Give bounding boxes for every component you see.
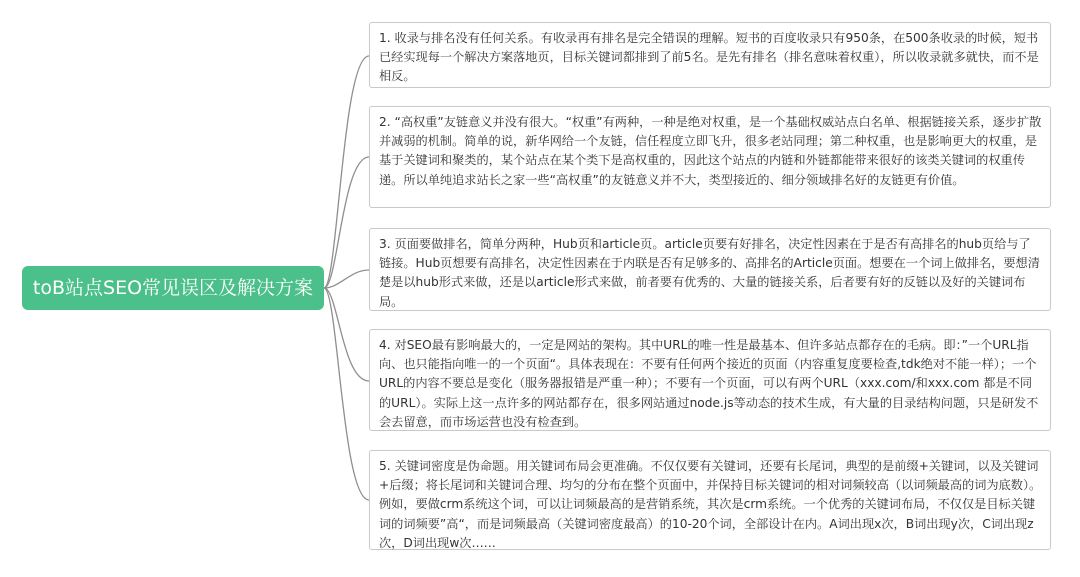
central-topic[interactable]: toB站点SEO常见误区及解决方案 <box>22 266 324 310</box>
branch-node-2[interactable]: 2. “高权重”友链意义并没有很大。“权重”有两种，一种是绝对权重，是一个基础权威站点白名单、根据链接关系，逐步扩散并减弱的机制。简单的说，新华网给一个友链，信任程度立即飞升，很多老站同理；第二种权重，也是影响更大的权重，是基于关键词和聚类的，某个站点在某个类下是高权重的，因此这个站点的内链和外链都能带来很好的该类关键词的权重传递。所以单纯追求站长之家一些“高权重”的友链意义并不大，类型接近的、细分领域排名好的友链更有价值。 <box>369 106 1051 208</box>
connector-1 <box>324 56 369 288</box>
connector-5 <box>324 288 369 500</box>
branch-node-5[interactable]: 5. 关键词密度是伪命题。用关键词布局会更准确。不仅仅要有关键词，还要有长尾词，典型的是前缀+关键词，以及关键词+后缀；将长尾词和关键词合理、均匀的分布在整个页面中，并保持目标关键词的相对词频较高（以词频最高的词为底数）。例如，要做crm系统这个词，可以让词频最高的是营销系统，其次是crm系统。一个优秀的关键词布局，不仅仅是目标关键词的词频要”高“，而是词频最高（关键词密度最高）的10-20个词，全部设计在内。A词出现x次，B词出现y次，C词出现z次，D词出现w次…… <box>369 450 1051 550</box>
connector-4 <box>324 288 369 381</box>
branch-node-4[interactable]: 4. 对SEO最有影响最大的，一定是网站的架构。其中URL的唯一性是最基本、但许多站点都存在的毛病。即：”一个URL指向、也只能指向唯一的一个页面“。具体表现在：不要有任何两个接近的页面（内容重复度要检查,tdk绝对不能一样）；一个URL的内容不要总是变化（服务器报错是严重一种）；不要有一个页面，可以有两个URL（xxx.com/和xxx.com 都是不同的URL）。实际上这一点许多的网站都存在，很多网站通过node.js等动态的技术生成，有大量的目录结构问题，只是研发不会去留意，而市场运营也没有检查到。 <box>369 329 1051 431</box>
branch-node-3[interactable]: 3. 页面要做排名，简单分两种，Hub页和article页。article页要有好排名，决定性因素在于是否有高排名的hub页给与了链接。Hub页想要有高排名，决定性因素在于内联是否有足够多的、高排名的Article页面。想要在一个词上做排名，要想清楚是以hub形式来做，还是以article形式来做，前者要有优秀的、大量的链接关系，后者要有好的反链以及好的关键词布局。 <box>369 228 1051 311</box>
branch-node-1[interactable]: 1. 收录与排名没有任何关系。有收录再有排名是完全错误的理解。短书的百度收录只有950条，在500条收录的时候，短书已经实现每一个解决方案落地页，目标关键词都排到了前5名。是先有排名（排名意味着权重），所以收录就多就快，而不是相反。 <box>369 22 1051 88</box>
